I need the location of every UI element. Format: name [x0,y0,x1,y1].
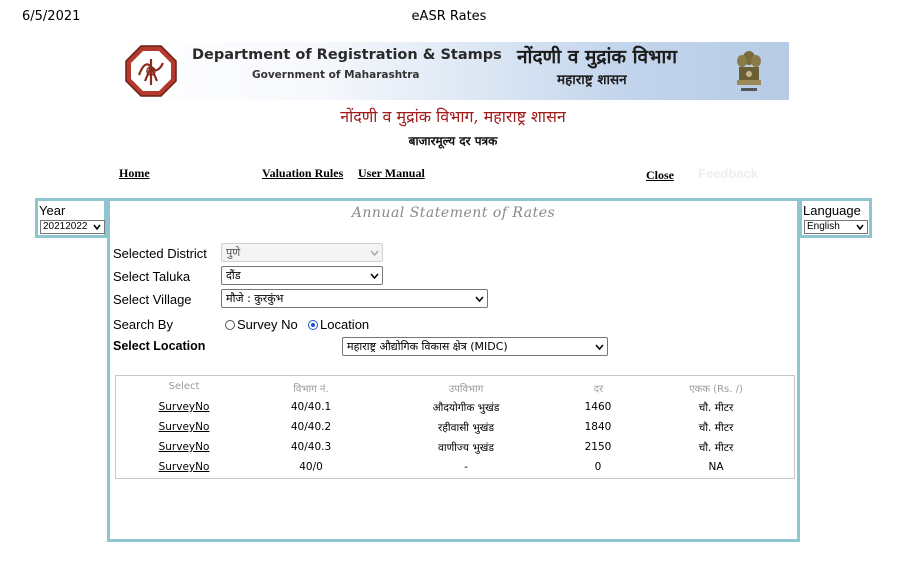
survey-no-link[interactable]: SurveyNo [158,421,210,433]
chevron-down-icon [595,338,604,355]
unit-cell: NA [708,461,724,473]
column-header-rate: दर [593,384,604,395]
radio-selected-icon [308,320,318,330]
subdivision-cell: - [464,461,468,473]
department-banner [121,42,789,100]
location-select-value: महाराष्ट्र औद्योगिक विकास क्षेत्र (MIDC) [347,340,508,353]
survey-no-link[interactable]: SurveyNo [158,461,210,473]
column-header-unit: एकक (Rs. /) [689,384,743,395]
taluka-select[interactable] [221,266,383,285]
division-no-cell: 40/40.3 [290,441,332,453]
unit-cell: चौ. मीटर [698,422,734,434]
language-panel [799,198,872,238]
location-select[interactable] [342,337,608,356]
unit-cell: चौ. मीटर [698,402,734,414]
chevron-down-icon [856,221,864,233]
taluka-select-value: दौंड [226,269,241,282]
village-select-value: मौजे : कुरकुंभ [226,292,284,305]
chevron-down-icon [370,267,379,284]
rate-cell: 1840 [584,421,612,433]
location-option-label: Location [320,317,370,332]
column-header-division-no: विभाग नं. [293,384,329,395]
district-label: Selected District [113,246,207,261]
print-title: eASR Rates [411,9,487,24]
rate-cell: 1460 [584,401,612,413]
year-panel [35,198,107,238]
department-seal-icon [125,45,177,97]
survey-no-option-label: Survey No [237,317,298,332]
user-manual-link[interactable]: User Manual [358,166,425,180]
print-date: 6/5/2021 [22,9,81,24]
radio-icon [225,320,235,330]
rates-table [115,375,795,479]
village-select[interactable] [221,289,488,308]
form-title: Annual Statement of Rates [351,205,556,221]
home-link[interactable]: Home [119,166,150,180]
valuation-rules-link[interactable]: Valuation Rules [262,166,344,180]
year-select[interactable] [40,220,105,234]
banner-hindi-subtitle: महाराष्ट्र शासन [557,72,627,88]
rate-cell: 2150 [584,441,612,453]
language-select[interactable] [804,220,868,234]
survey-no-link[interactable]: SurveyNo [158,441,210,453]
taluka-label: Select Taluka [113,269,191,284]
district-select[interactable] [221,243,383,262]
search-by-survey-radio[interactable] [225,317,298,332]
search-by-location-radio[interactable] [308,317,369,332]
banner-subtitle: Government of Maharashtra [252,69,420,81]
subdivision-cell: औदयोगीक भुखंड [432,402,500,414]
survey-no-link[interactable]: SurveyNo [158,401,210,413]
subdivision-cell: रहीवासी भुखंड [438,422,494,434]
division-no-cell: 40/40.1 [290,401,332,413]
search-by-label: Search By [113,317,173,332]
chevron-down-icon [475,290,484,307]
year-label: Year [39,203,66,218]
district-select-value: पुणे [226,246,241,259]
page-subheading-hindi: बाजारमूल्य दर पत्रक [408,134,498,148]
rate-cell: 0 [594,461,602,473]
location-label: Select Location [113,339,206,353]
chevron-down-icon [93,221,101,233]
feedback-link[interactable]: Feedback [698,166,758,181]
close-link[interactable]: Close [646,168,674,182]
banner-hindi-title: नोंदणी व मुद्रांक विभाग [517,46,678,68]
year-select-value: 20212022 [43,221,88,232]
page-heading-hindi: नोंदणी व मुद्रांक विभाग, महाराष्ट्र शासन [340,107,566,126]
chevron-down-icon [370,244,379,261]
language-label: Language [803,203,861,218]
rates-form-panel [107,198,800,542]
banner-title: Department of Registration & Stamps [192,47,502,63]
village-label: Select Village [113,292,192,307]
column-header-select: Select [168,381,200,392]
language-select-value: English [807,221,840,232]
division-no-cell: 40/40.2 [290,421,332,433]
unit-cell: चौ. मीटर [698,442,734,454]
state-emblem-icon [733,44,765,98]
column-header-subdivision: उपविभाग [448,384,484,395]
division-no-cell: 40/0 [299,461,323,473]
subdivision-cell: वाणीज्य भुखंड [438,442,494,454]
